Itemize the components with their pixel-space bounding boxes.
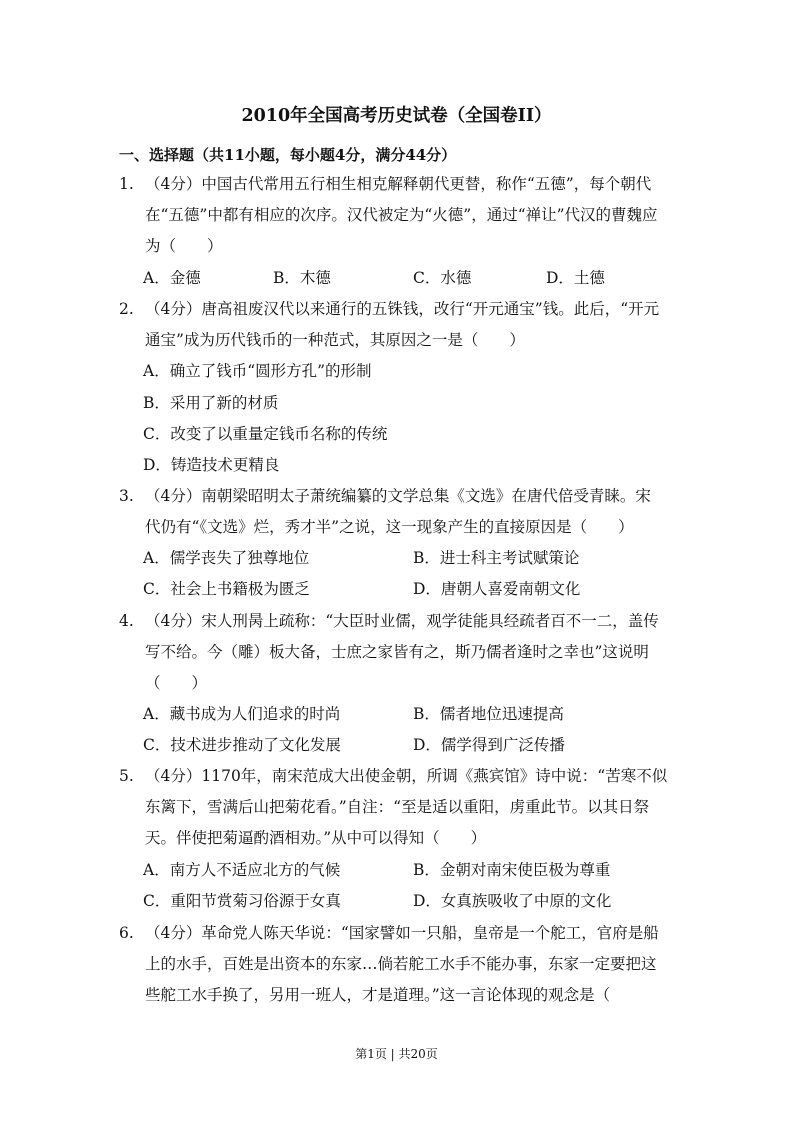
question-1-line-1: 1. （4分）中国古代常用五行相生相克解释朝代更替，称作“五德”，每个朝代 (119, 175, 652, 193)
question-number: 3. (119, 487, 134, 505)
question-4-option-c: C．技术进步推动了文化发展 (143, 736, 341, 754)
question-number: 4. (119, 612, 134, 630)
page-footer: 第1页 | 共20页 (355, 1047, 438, 1061)
question-3-line-2: 代仍有“《文选》烂，秀才半”之说，这一现象产生的直接原因是（ ） (145, 518, 634, 536)
question-1-option-c: C．水德 (413, 269, 472, 287)
question-4-option-b: B．儒者地位迅速提高 (413, 705, 564, 723)
question-6-line-1: 6. （4分）革命党人陈天华说：“国家譬如一只船，皇帝是一个舵工，官府是船 (119, 924, 659, 942)
question-1-option-a: A．金德 (143, 269, 201, 287)
question-2-option-c: C．改变了以重量定钱币名称的传统 (143, 425, 388, 443)
question-5-line-1: 5. （4分）1170年，南宋范成大出使金朝，所调《燕宾馆》诗中说：“苦寒不似 (119, 767, 668, 785)
question-1-line-3: 为（ ） (145, 237, 223, 255)
question-3-option-c: C．社会上书籍极为匮乏 (143, 580, 310, 598)
question-number: 2. (119, 300, 134, 318)
question-3-line-1: 3. （4分）南朝梁昭明太子萧统编纂的文学总集《文选》在唐代倍受青睐。宋 (119, 487, 651, 505)
question-4-line-1: 4. （4分）宋人刑昺上疏称：“大臣时业儒，观学徒能具经疏者百不一二，盖传 (119, 612, 659, 630)
question-number: 6. (119, 924, 134, 942)
question-5-option-d: D．女真族吸收了中原的文化 (413, 892, 612, 910)
question-4-line-3: （ ） (145, 674, 208, 692)
question-1-line-2: 在“五德”中都有相应的次序。汉代被定为“火德”，通过“禅让”代汉的曹魏应 (145, 206, 658, 224)
question-6-line-2: 上的水手，百姓是出资本的东家…倘若舵工水手不能办事，东家一定要把这 (145, 955, 657, 973)
question-4-option-d: D．儒学得到广泛传播 (413, 736, 565, 754)
question-2-option-b: B．采用了新的材质 (143, 394, 279, 412)
question-2-line-2: 通宝”成为历代钱币的一种范式，其原因之一是（ ） (145, 331, 525, 349)
question-1-option-b: B．木德 (273, 269, 331, 287)
question-5-line-3: 天。伴使把菊逼酌酒相劝。”从中可以得知（ ） (145, 829, 487, 847)
section-heading: 一、选择题（共11小题，每小题4分，满分44分） (119, 146, 457, 164)
question-2-option-d: D．铸造技术更精良 (143, 456, 280, 474)
question-number: 5. (119, 767, 134, 785)
question-5-option-b: B．金朝对南宋使臣极为尊重 (413, 861, 611, 879)
question-5-option-a: A．南方人不适应北方的气候 (143, 861, 341, 879)
question-3-option-b: B．进士科主考试赋策论 (413, 549, 580, 567)
question-2-line-1: 2. （4分）唐高祖废汉代以来通行的五铢钱，改行“开元通宝”钱。此后，“开元 (119, 300, 660, 318)
question-4-option-a: A．藏书成为人们追求的时尚 (143, 705, 341, 723)
question-3-option-a: A．儒学丧失了独尊地位 (143, 549, 310, 567)
question-3-option-d: D．唐朝人喜爱南朝文化 (413, 580, 581, 598)
question-5-option-c: C．重阳节赏菊习俗源于女真 (143, 892, 341, 910)
question-4-line-2: 写不给。今（雕）板大备，士庶之家皆有之，斯乃儒者逢时之幸也”这说明 (145, 643, 649, 661)
question-number: 1. (119, 175, 134, 193)
question-1-option-d: D．土德 (546, 269, 605, 287)
question-2-option-a: A．确立了钱币“圆形方孔”的形制 (143, 362, 372, 380)
question-6-line-3: 些舵工水手换了，另用一班人，才是道理。”这一言论体现的观念是（ (145, 986, 611, 1004)
question-5-line-2: 东篱下，雪满后山把菊花看。”自注：“至是适以重阳，虏重此节。以其日祭 (145, 798, 650, 816)
exam-title: 2010年全国高考历史试卷（全国卷II） (241, 106, 552, 126)
